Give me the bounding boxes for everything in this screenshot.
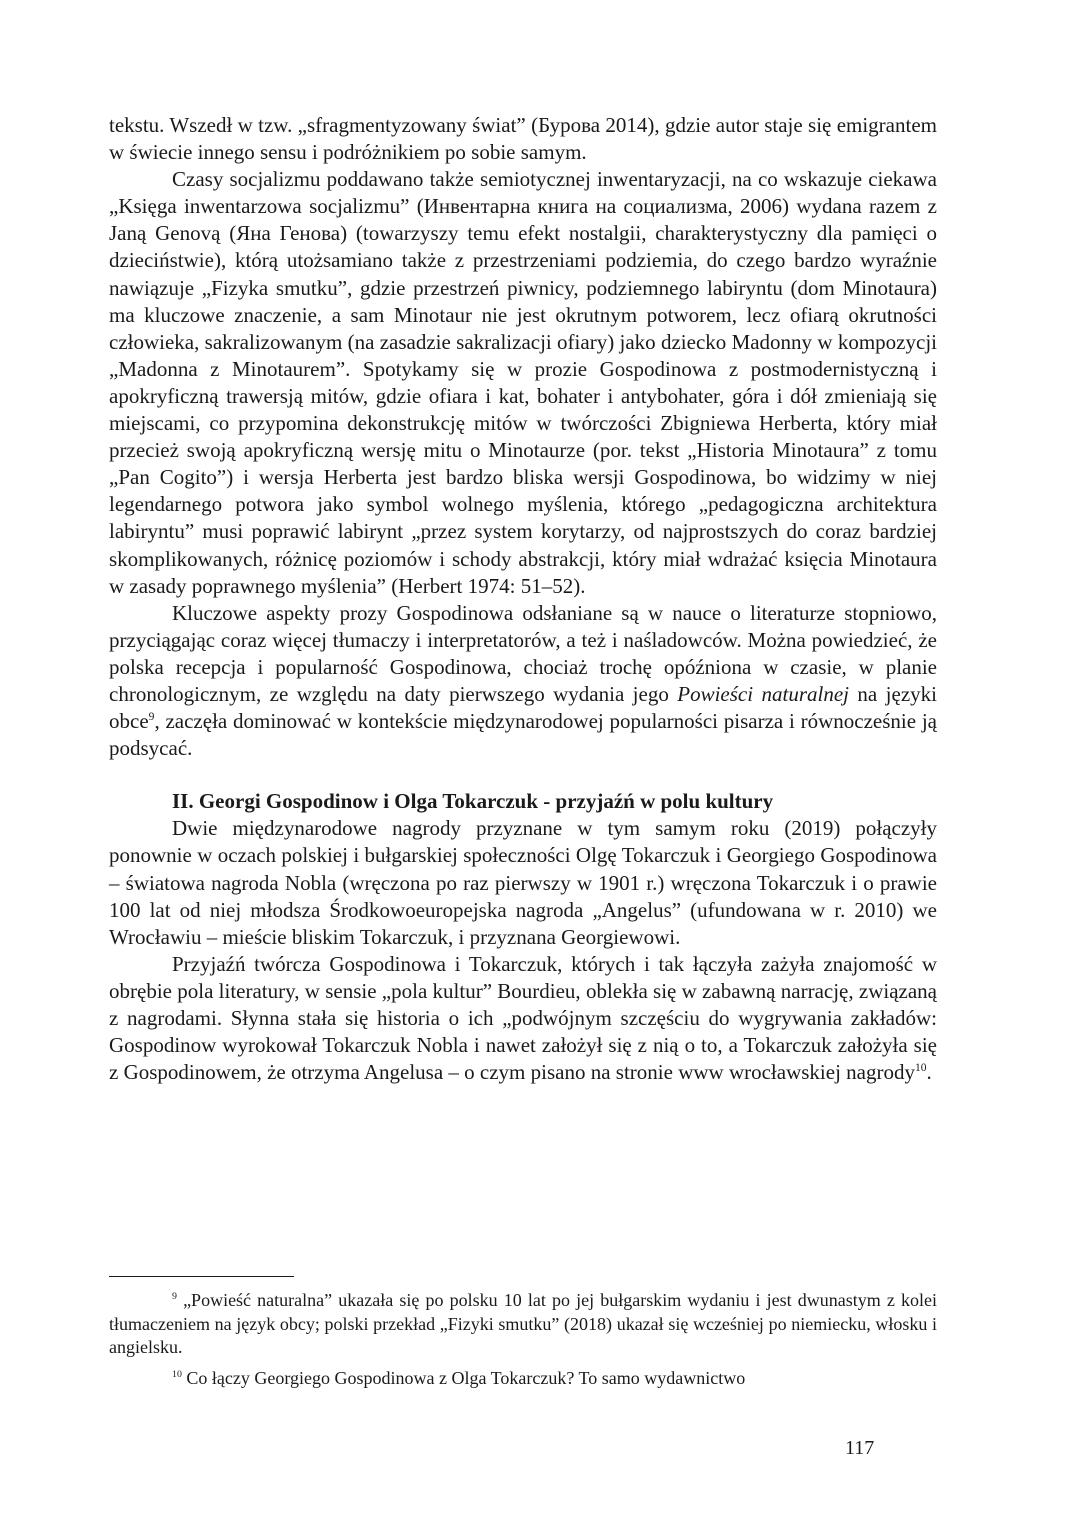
paragraph-3-text-c: , zaczęła dominować w kontekście międzynarodowej popularności pisarza i równocześnie ją podsycać. [109,709,937,761]
footnote-10 [109,1367,937,1391]
paragraph-5-text: Przyjaźń twórcza Gospodinowa i Tokarczuk, których i tak łączyła zażyła znajomość w obrębie pola literatury, w sensie „pola kultur” Bourdieu, oblekła się w zabawną narrację, związaną z nagrodami. Słynna stała się historia o ich „podwójnym szczęściu do wygrywania zakładów: Gospodinow wyrokował Tokarczuk Nobla i nawet założył się z nią o to, a Tokarczuk założyła się z Gospodinowem, że otrzyma Angelusa – o czym pisano na stronie www wrocławskiej nagrody [109,951,937,1085]
paragraph-5-end: . [926,1060,932,1085]
book-title-italic: Powieści naturalnej [677,681,850,706]
paragraph-2: Czasy socjalizmu poddawano także semiotycznej inwentaryzacji, na co wskazuje ciekawa „Księga inwentarzowa socjalizmu” (Инвентарна книга на социализма, 2006) wydana razem z Janą Genovą (Яна Генова) (towarzyszy temu efekt nostalgii, charakterystyczny dla pamięci o dzieciństwie), którą utożsamiano także z przestrzeniami podziemia, do czego bardzo wyraźnie nawiązuje „Fizyka smutku”, gdzie przestrzeń piwnicy, podziemnego labiryntu (dom Minotaura) ma kluczowe znaczenie, a sam Minotaur nie jest okrutnym potworem, lecz ofiarą okrutności człowieka, sakralizowanym (na zasadzie sakralizacji ofiary) jako dziecko Madonny w kompozycji „Madonna z Minotaurem”. Spotykamy się w prozie Gospodinowa z postmodernistyczną i apokryficzną trawersją mitów, gdzie ofiara i kat, bohater i antybohater, góra i dół zmieniają się miejscami, co przypomina dekonstrukcję mitów w twórczości Zbigniewa Herberta, który miał przecież swoją apokryficzną wersję mitu o Minotaurze (por. tekst „Historia Minotaura” z tomu „Pan Cogito”) i wersja Herberta jest bardzo bliska wersji Gospodinowa, bo widzimy w niej legendarnego potwora jako symbol wolnego myślenia, którego „pedagogiczna architektura labiryntu” musi poprawić labirynt „przez system korytarzy, od najprostszych do coraz bardziej skomplikowanych, różnicę poziomów i schody abstrakcji, który miał wdrażać księcia Minotaura w zasady poprawnego myślenia” (Herbert 1974: 51–52). [109,167,937,598]
paragraph-3-text-a: Kluczowe aspekty prozy Gospodinowa odsłaniane są w nauce o literaturze stopniowo, przyciągając coraz więcej tłumaczy i interpretatorów, a też i naśladowców. Można powiedzieć, że polska recepcja i popularność Gospodinowa, chociaż trochę opóźniona w czasie, w planie chronologicznym, ze względu na daty pierwszego wydania jego [109,600,937,706]
section-heading: II. Georgi Gospodinow i Olga Tokarczuk - przyjaźń w polu kultury [172,789,774,814]
footnote-text: „Powieść naturalna” ukazała się po polsku 10 lat po jej bułgarskim wydaniu i jest dwunastym z kolei tłumaczeniem na język obcy; polski przekład „Fizyki smutku” (2018) ukazał się wcześniej po niemiecku, włosku i angielsku. [109,1290,937,1357]
footnote-text: Co łączy Georgiego Gospodinowa z Olga Tokarczuk? To samo wydawnictwo [181,1367,746,1388]
paragraph-1: tekstu. Wszedł w tzw. „sfragmentyzowany świat” (Бурова 2014), gdzie autor staje się emigrantem w świecie innego sensu i podróżnikiem po sobie samym. [109,113,937,165]
footnote-number: 9 [172,1291,177,1302]
paragraph-3-text-b: na języki obce [109,681,937,734]
paragraph-3 [109,600,937,763]
footnotes [109,1289,937,1390]
footnote-ref-9[interactable]: 9 [148,711,155,724]
footnote-number: 10 [172,1368,182,1380]
footnote-divider [109,1276,294,1277]
footnote-ref-10[interactable]: 10 [914,1062,927,1075]
body-text [109,112,937,1086]
paragraph-5 [109,951,937,1086]
paragraph-4: Dwie międzynarodowe nagrody przyznane w tym samym roku (2019) połączyły ponownie w oczach polskiej i bułgarskiej społeczności Olgę Tokarczuk i Georgiego Gospodinowa – światowa nagroda Nobla (wręczona po raz pierwszy w 1901 r.) wręczona Tokarczuk i o prawie 100 lat od niej młodsza Środkowoeuropejska nagroda „Angelus” (ufundowana w r. 2010) we Wrocławiu – mieście bliskim Tokarczuk, i przyznana Georgiewowi. [109,816,937,949]
footnote-9 [109,1289,937,1360]
page-number: 117 [845,1437,875,1459]
